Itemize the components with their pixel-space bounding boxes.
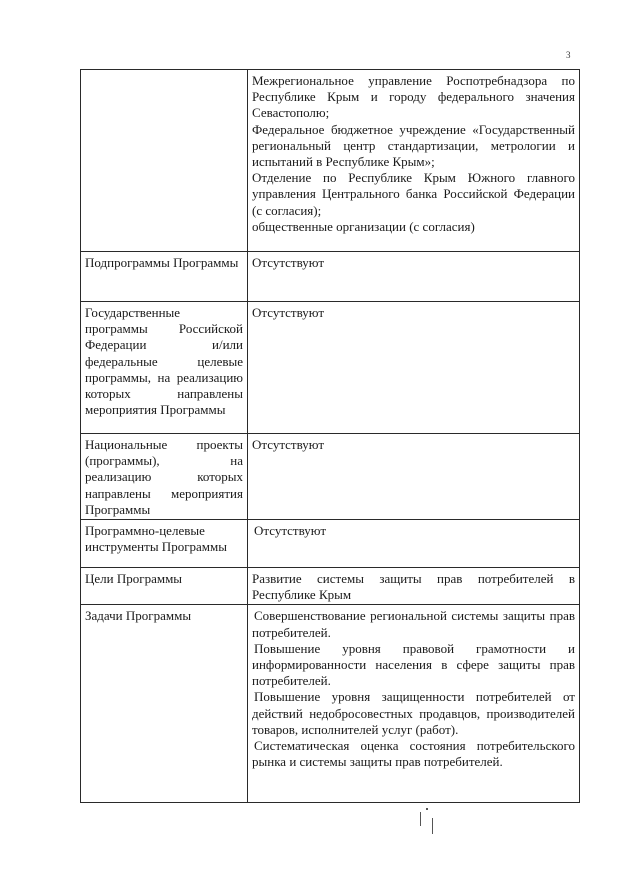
participant-3: Отделение по Республике Крым Южного главного управления Центрального банка Российской Федерации (с согласия);	[252, 170, 575, 218]
scan-mark	[426, 808, 428, 810]
row-label: Подпрограммы Программы	[81, 252, 248, 302]
row-content	[248, 434, 580, 520]
row-label	[81, 70, 248, 252]
row-label: Программно-целевые инструменты Программы	[81, 520, 248, 568]
row-value: Развитие системы защиты прав потребителей в Республике Крым	[252, 571, 575, 603]
passport-table	[80, 69, 575, 791]
table-row	[81, 302, 580, 434]
table-row	[81, 70, 580, 252]
row-content	[248, 70, 580, 252]
task-1: Совершенствование региональной системы защиты прав потребителей.	[252, 608, 575, 640]
table-row	[81, 605, 580, 803]
task-4: Систематическая оценка состояния потребительского рынка и системы защиты прав потребителей.	[252, 738, 575, 770]
row-content	[248, 252, 580, 302]
table-row	[81, 520, 580, 568]
row-content	[248, 568, 580, 605]
page-number: 3	[566, 50, 571, 60]
row-content	[248, 605, 580, 803]
row-value: Отсутствуют	[252, 255, 325, 270]
scan-mark	[420, 812, 421, 826]
task-3: Повышение уровня защищенности потребителей от действий недобросовестных продавцов, производителей товаров, исполнителей услуг (работ).	[252, 689, 575, 737]
row-label: Национальные проекты (программы), на реализацию которых направлены мероприятия Программы	[81, 434, 248, 520]
row-value: Отсутствуют	[254, 523, 327, 539]
table-row	[81, 568, 580, 605]
row-content	[248, 302, 580, 434]
table-row	[81, 434, 580, 520]
row-value: Отсутствуют	[252, 437, 325, 452]
row-content	[248, 520, 580, 568]
row-label: Государственные программы Российской Федерации и/или федеральные целевые программы, на реализацию которых направлены мероприятия Программы	[81, 302, 248, 434]
scan-mark	[432, 818, 433, 834]
task-2: Повышение уровня правовой грамотности и информированности населения в сфере защиты прав потребителей.	[252, 640, 575, 689]
row-label: Задачи Программы	[81, 605, 248, 803]
row-label: Цели Программы	[81, 568, 248, 605]
participant-4: общественные организации (с согласия)	[252, 218, 475, 234]
participant-2: Федеральное бюджетное учреждение «Государственный региональный центр стандартизации, метрологии и испытаний в Республике Крым»;	[252, 121, 575, 170]
row-value: Отсутствуют	[252, 305, 325, 320]
participant-1: Межрегиональное управление Роспотребнадзора по Республике Крым и городу федерального значения Севастополю;	[252, 73, 575, 121]
table-row	[81, 252, 580, 302]
